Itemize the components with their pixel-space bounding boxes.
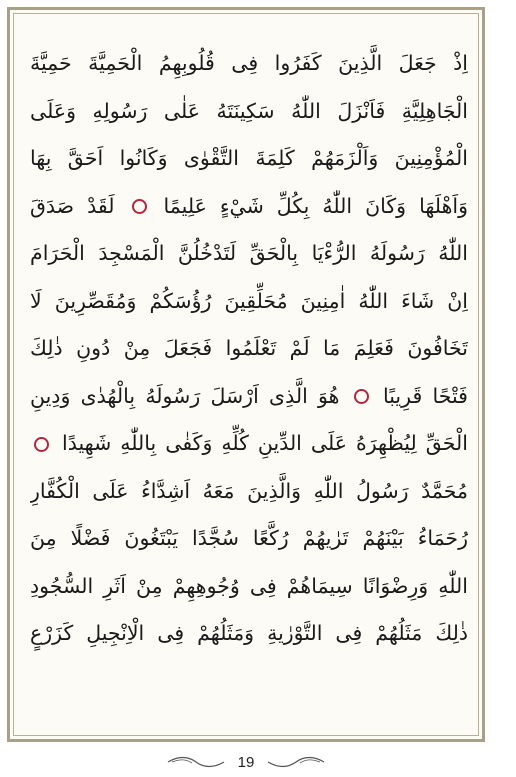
verse-text: اِذْ جَعَلَ الَّذِينَ كَفَرُوا فِى قُلُوبِهِمُ الْحَمِيَّةَ حَمِيَّةَ [30, 51, 468, 75]
page-frame [7, 7, 485, 742]
verse-text: الْجَاهِلِيَّةِ فَاَنْزَلَ اللّٰهُ سَكِينَتَهُ عَلٰى رَسُولِهِ وَعَلَى [30, 98, 468, 123]
text-line [30, 420, 468, 468]
left-ornament-icon [166, 755, 226, 769]
verse-text: الْمُؤْمِنِينَ وَاَلْزَمَهُمْ كَلِمَةَ التَّقْوٰى وَكَانُوا اَحَقَّ بِهَا [30, 146, 468, 170]
ayah-end-marker-icon [34, 437, 49, 452]
verse-text: تَخَافُونَ فَعَلِمَ مَا لَمْ تَعْلَمُوا فَجَعَلَ مِنْ دُونِ ذٰلِكَ [30, 336, 468, 360]
ayah-end-marker-icon [354, 389, 369, 404]
verse-text: مُحَمَّدٌ رَسُولُ اللّٰهِ وَالَّذِينَ مَعَهُ اَشِدَّاءُ عَلَى الْكُفَّارِ [30, 478, 468, 503]
page-footer [0, 750, 492, 774]
text-line [30, 183, 468, 231]
verse-text: هُوَ الَّذِى اَرْسَلَ رَسُولَهُ بِالْهُدٰى وَدِينِ [30, 383, 340, 408]
text-line [30, 135, 468, 183]
verse-text: الْحَقِّ لِيُظْهِرَهُ عَلَى الدِّينِ كُلِّهِ وَكَفٰى بِاللّٰهِ شَهِيدًا [62, 431, 468, 455]
right-ornament-icon [266, 755, 326, 769]
quran-text-block [30, 40, 468, 658]
text-line [30, 40, 468, 88]
text-line [30, 230, 468, 278]
text-line [30, 563, 468, 611]
text-line [30, 278, 468, 326]
text-line [30, 515, 468, 563]
ayah-end-marker-icon [132, 199, 147, 214]
verse-text: رُحَمَاءُ بَيْنَهُمْ تَرٰيهُمْ رُكَّعًا سُجَّدًا يَبْتَغُونَ فَضْلًا مِنَ [30, 526, 468, 550]
verse-text: ذٰلِكَ مَثَلُهُمْ فِى التَّوْرٰيةِ وَمَثَلُهُمْ فِى الْاِنْجِيلِ كَزَرْعٍ [30, 621, 468, 645]
verse-text: اللّٰهُ رَسُولَهُ الرُّءْيَا بِالْحَقِّ لَتَدْخُلُنَّ الْمَسْجِدَ الْحَرَامَ [30, 241, 468, 265]
verse-text: اِنْ شَاءَ اللّٰهُ اٰمِنِينَ مُحَلِّقِينَ رُؤُسَكُمْ وَمُقَصِّرِينَ لَا [30, 288, 468, 313]
verse-text: لَقَدْ صَدَقَ [30, 193, 115, 218]
text-line [30, 88, 468, 136]
page-number: 19 [237, 753, 255, 771]
text-line [30, 468, 468, 516]
text-line [30, 373, 468, 421]
text-line [30, 325, 468, 373]
text-line [30, 610, 468, 658]
verse-text: فَتْحًا قَرِيبًا [383, 383, 468, 408]
verse-text: اللّٰهِ وَرِضْوَانًا سِيمَاهُمْ فِى وُجُوهِهِمْ مِنْ اَثَرِ السُّجُودِ [30, 573, 468, 598]
verse-text: وَاَهْلَهَا وَكَانَ اللّٰهُ بِكُلِّ شَيْءٍ عَلِيمًا [163, 193, 468, 218]
